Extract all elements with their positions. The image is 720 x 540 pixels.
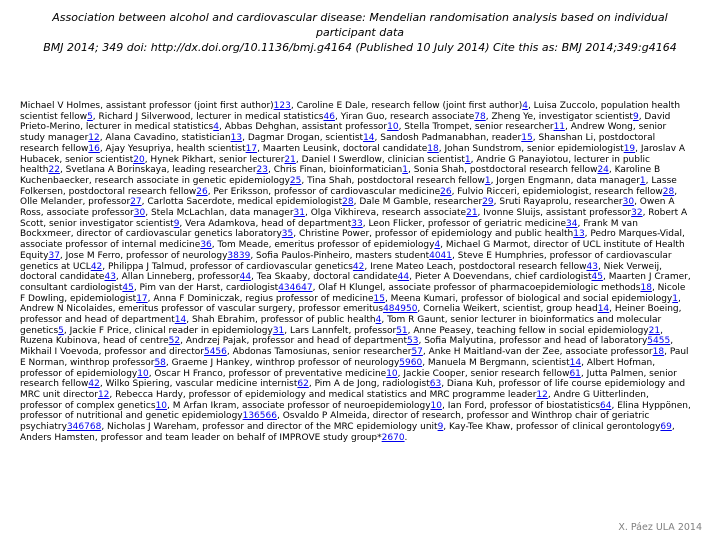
author-entry bbox=[494, 197, 634, 207]
affiliation-link[interactable]: 27 bbox=[130, 197, 142, 208]
author-entry bbox=[364, 262, 598, 272]
affiliation-link[interactable]: 5455 bbox=[647, 336, 671, 347]
affiliation-link[interactable]: 5960 bbox=[399, 357, 423, 368]
author-text: , Nicole F Dowling, epidemiologist bbox=[20, 282, 686, 304]
author-entry bbox=[293, 229, 584, 239]
author-entry bbox=[149, 369, 398, 379]
affiliation-link[interactable]: 10 bbox=[386, 368, 398, 379]
author-text: , Leon Flicker, professor of geriatric medicine bbox=[362, 218, 567, 229]
affiliation-link[interactable]: 10 bbox=[155, 400, 168, 411]
affiliation-link[interactable]: 434647 bbox=[278, 282, 313, 293]
affiliation-link[interactable]: 16 bbox=[88, 143, 100, 154]
author-text: , Rebecca Hardy, professor of epidemiology and medical statistics and MRC programme leader bbox=[109, 389, 537, 400]
affiliation-link[interactable]: 25 bbox=[289, 175, 302, 186]
author-entry bbox=[179, 219, 362, 229]
author-text: , Stella Trompet, senior researcher bbox=[398, 122, 554, 133]
author-text: , Andrew N Nicolaides, emeritus professor of vascular surgery, professor emeritus bbox=[20, 293, 681, 315]
author-text: , Andrew Wong, senior study manager bbox=[20, 122, 667, 144]
author-text: , Olga Vikhireva, research associate bbox=[304, 208, 467, 219]
author-entry bbox=[408, 165, 609, 175]
author-entry bbox=[313, 283, 652, 293]
author-entry bbox=[60, 251, 250, 261]
author-text: , M Arfan Ikram, associate professor of neuroepidemiology bbox=[167, 400, 431, 411]
author-text: , Ajay Yesupriya, health scientist bbox=[99, 143, 246, 154]
author-text: , Olaf H Klungel, associate professor of pharmacoepidemiologic methods bbox=[312, 282, 641, 293]
article-citation: BMJ 2014; 349 doi: http://dx.doi.org/10.1136/bmj.g4164 (Published 10 July 2014) Cite this as: BMJ 2014;349:g4164 bbox=[43, 41, 677, 54]
author-text: , Johan Sundstrom, senior epidemiologist bbox=[438, 143, 624, 154]
author-text: , Shanshan Li, postdoctoral research fellow bbox=[20, 133, 656, 154]
author-text: , Anders Hamsten, professor and team leader on behalf of IMPROVE study group* bbox=[20, 422, 675, 443]
affiliation-link[interactable]: 34 bbox=[566, 218, 578, 229]
author-text: , Fulvio Ricceri, epidemiologist, research fellow bbox=[451, 186, 663, 197]
author-entry bbox=[409, 272, 603, 282]
author-text: , Hynek Pikhart, senior lecturer bbox=[144, 154, 285, 165]
author-entry bbox=[20, 101, 291, 111]
author-text: , Pim A de Jong, radiologist bbox=[308, 379, 430, 390]
affiliation-link[interactable]: 9 bbox=[173, 218, 180, 229]
author-text: , Manuela M Bergmann, scientist bbox=[422, 357, 570, 368]
author-text: , Tom Meade, emeritus professor of epidemiology bbox=[211, 240, 435, 251]
affiliation-link[interactable]: 21 bbox=[466, 208, 478, 219]
author-entry bbox=[335, 112, 486, 122]
affiliation-link[interactable]: 14 bbox=[174, 315, 187, 326]
author-text: , Christine Power, professor of epidemiology and public health bbox=[293, 229, 574, 240]
author-entry bbox=[60, 165, 268, 175]
author-text: , Zheng Ye, investigator scientist bbox=[485, 111, 633, 122]
affiliation-link[interactable]: 4 bbox=[522, 101, 528, 111]
author-text: , Pieter A Doevendans, chief cardiologist bbox=[409, 272, 592, 283]
author-entry bbox=[486, 112, 639, 122]
affiliation-link[interactable]: 12 bbox=[88, 133, 100, 144]
author-text: , Steve E Humphries, professor of cardiovascular genetics at UCL bbox=[20, 250, 672, 272]
author-entry bbox=[405, 433, 408, 443]
affiliation-link[interactable]: 4 bbox=[434, 240, 441, 251]
affiliation-link[interactable]: 9 bbox=[437, 422, 444, 433]
affiliation-link[interactable]: 45 bbox=[591, 272, 603, 283]
author-text: , Abdonas Tamosiunas, senior researcher bbox=[226, 347, 412, 358]
author-text: , Owen A Ross, associate professor bbox=[20, 197, 675, 219]
affiliation-link[interactable]: 32 bbox=[631, 208, 643, 219]
author-text: , Paul E Norman, winthrop professor bbox=[20, 347, 689, 368]
affiliation-link[interactable]: 20 bbox=[133, 154, 145, 165]
author-entry bbox=[180, 336, 418, 346]
affiliation-link[interactable]: 4 bbox=[375, 315, 382, 326]
affiliation-link[interactable]: 4041 bbox=[429, 250, 453, 261]
author-text: , Yiran Guo, research associate bbox=[334, 111, 475, 122]
author-text: , Stela McLachlan, data manager bbox=[145, 208, 294, 219]
author-text: , Mikhail I Voevoda, professor and director bbox=[20, 336, 674, 358]
author-entry bbox=[100, 379, 309, 389]
author-text: , Ian Ford, professor of biostatistics bbox=[441, 400, 601, 411]
affiliation-link[interactable]: 21 bbox=[284, 154, 296, 165]
author-text: , Vera Adamkova, head of department bbox=[179, 218, 352, 229]
author-text: , Maarten Leusink, doctoral candidate bbox=[257, 143, 428, 154]
article-header bbox=[30, 10, 690, 55]
affiliation-link[interactable]: 10 bbox=[137, 368, 149, 379]
affiliation-link[interactable]: 33 bbox=[351, 218, 363, 229]
affiliation-link[interactable]: 3839 bbox=[227, 250, 251, 261]
author-text: , Jackie F Price, clinical reader in epidemiology bbox=[63, 325, 273, 336]
affiliation-link[interactable]: 36 bbox=[200, 240, 212, 251]
author-text: , Andre G Uitterlinden, professor of complex genetics bbox=[20, 389, 649, 411]
author-entry bbox=[375, 133, 533, 143]
author-entry bbox=[64, 326, 284, 336]
affiliation-link[interactable]: 26 bbox=[440, 186, 452, 197]
author-entry bbox=[166, 358, 422, 368]
author-entry bbox=[148, 294, 385, 304]
author-text: , Sonia Shah, postdoctoral research fellow bbox=[407, 165, 598, 176]
affiliation-link[interactable]: 484950 bbox=[383, 304, 418, 315]
author-text: , Per Eriksson, professor of cardiovascular medicine bbox=[207, 186, 441, 197]
affiliation-link[interactable]: 62 bbox=[297, 379, 309, 390]
author-text: , Anke H Maitland-van der Zee, associate professor bbox=[422, 347, 653, 358]
author-entry bbox=[422, 358, 581, 368]
author-entry bbox=[212, 240, 440, 250]
author-text: , Chris Finan, bioinformatician bbox=[267, 165, 403, 176]
author-text: , Shah Ebrahim, professor of public health bbox=[186, 315, 376, 326]
affiliation-link[interactable]: 51 bbox=[396, 325, 408, 336]
affiliation-link[interactable]: 18 bbox=[640, 282, 652, 293]
author-entry bbox=[284, 326, 407, 336]
author-text: , Allan Linneberg, professor bbox=[115, 272, 240, 283]
affiliation-link[interactable]: 13 bbox=[573, 229, 585, 240]
author-entry bbox=[478, 208, 643, 218]
author-text: , Sofia Malyutina, professor and head of laboratory bbox=[418, 336, 648, 347]
affiliation-link[interactable]: 5456 bbox=[203, 347, 227, 358]
author-entry bbox=[250, 251, 452, 261]
affiliation-link[interactable]: 5 bbox=[58, 325, 64, 336]
author-entry bbox=[145, 208, 305, 218]
footer-credit: X. Páez ULA 2014 bbox=[618, 522, 702, 533]
author-entry bbox=[291, 101, 528, 111]
affiliation-link[interactable]: 5 bbox=[87, 111, 93, 122]
affiliation-link[interactable]: 12 bbox=[97, 389, 110, 400]
author-entry bbox=[227, 347, 423, 357]
affiliation-link[interactable]: 31 bbox=[272, 325, 285, 336]
author-text: Michael V Holmes, assistant professor (joint first author) bbox=[20, 101, 274, 111]
author-entry bbox=[418, 336, 670, 346]
affiliation-link[interactable]: 19 bbox=[623, 143, 636, 154]
affiliation-link[interactable]: 28 bbox=[662, 186, 675, 197]
author-text: , Oscar H Franco, professor of preventative medicine bbox=[148, 368, 387, 379]
author-entry bbox=[208, 187, 452, 197]
affiliation-link[interactable]: 43 bbox=[586, 261, 598, 272]
author-entry bbox=[101, 422, 443, 432]
affiliation-link[interactable]: 22 bbox=[48, 165, 60, 176]
author-text: , Alana Cavadino, statistician bbox=[99, 133, 231, 144]
author-entry bbox=[134, 283, 313, 293]
affiliation-link[interactable]: 29 bbox=[482, 197, 494, 208]
author-text: , Karoline B Kuchenbaecker, research associate in genetic epidemiology bbox=[20, 165, 661, 186]
affiliation-link[interactable]: 42 bbox=[88, 379, 100, 390]
affiliation-link[interactable]: 63 bbox=[429, 379, 442, 390]
affiliation-link[interactable]: 26 bbox=[196, 186, 208, 197]
author-text: , Diana Kuh, professor of life course epidemiology and MRC unit director bbox=[20, 379, 686, 400]
affiliation-link[interactable]: 37 bbox=[48, 250, 60, 261]
author-entry bbox=[442, 401, 612, 411]
author-entry bbox=[186, 315, 381, 325]
author-entry bbox=[363, 219, 578, 229]
author-entry bbox=[219, 122, 399, 132]
author-entry bbox=[296, 155, 471, 165]
author-text: , Richard J Silverwood, lecturer in medical statistics bbox=[92, 111, 324, 122]
author-text: , Anne Peasey, teaching fellow in social epidemiology bbox=[407, 325, 649, 336]
author-entry bbox=[491, 176, 646, 186]
author-entry bbox=[100, 133, 242, 143]
author-text: , Caroline E Dale, research fellow (joint first author) bbox=[290, 101, 523, 111]
affiliation-link[interactable]: 17 bbox=[136, 293, 148, 304]
author-text: , Meena Kumari, professor of biological and social epidemiology bbox=[384, 293, 673, 304]
affiliation-link[interactable]: 42 bbox=[90, 261, 103, 272]
affiliation-link[interactable]: 44 bbox=[397, 272, 410, 283]
affiliation-link[interactable]: 17 bbox=[245, 143, 258, 154]
author-text: , Robert A Scott, senior investigator scientist bbox=[20, 208, 688, 229]
affiliation-link[interactable]: 42 bbox=[352, 261, 365, 272]
author-entry bbox=[398, 369, 581, 379]
author-entry bbox=[385, 294, 678, 304]
affiliation-link[interactable]: 24 bbox=[597, 165, 609, 176]
author-entry bbox=[167, 401, 442, 411]
author-entry bbox=[242, 133, 374, 143]
affiliation-link[interactable]: 45 bbox=[122, 282, 134, 293]
author-text: , Andrie G Panayiotou, lecturer in public health bbox=[20, 154, 650, 176]
author-text: , Sandosh Padmanabhan, reader bbox=[374, 133, 522, 144]
article-title: Association between alcohol and cardiovascular disease: Mendelian randomisation analysis based on individual participant data bbox=[52, 11, 668, 39]
author-text: , Jaroslav A Hubacek, senior scientist bbox=[20, 143, 686, 165]
affiliation-link[interactable]: 1 bbox=[464, 154, 471, 165]
author-entry bbox=[399, 122, 565, 132]
author-text: , Daniel I Swerdlow, clinician scientist bbox=[295, 154, 465, 165]
author-text: , Ruzena Kubinova, head of centre bbox=[20, 325, 663, 347]
author-text: , Wilko Spiering, vascular medicine internist bbox=[99, 379, 298, 390]
affiliation-link[interactable]: 123 bbox=[273, 101, 291, 111]
author-text: , Ivonne Sluijs, assistant professor bbox=[477, 208, 632, 219]
author-text: , Niek Verweij, doctoral candidate bbox=[20, 261, 662, 283]
author-text: , Tea Skaaby, doctoral candidate bbox=[251, 272, 398, 283]
affiliation-link[interactable]: 1 bbox=[484, 175, 491, 186]
author-text: , Maarten J Cramer, consultant cardiologist bbox=[20, 272, 691, 293]
author-entry bbox=[100, 144, 257, 154]
author-text: , Sruti Rayaprolu, researcher bbox=[493, 197, 623, 208]
affiliation-link[interactable]: 1 bbox=[672, 293, 678, 304]
affiliation-link[interactable]: 12 bbox=[536, 389, 548, 400]
author-text: , Olle Melander, professor bbox=[20, 186, 678, 208]
affiliation-link[interactable]: 30 bbox=[133, 208, 146, 219]
author-entry bbox=[301, 176, 490, 186]
affiliation-link[interactable]: 30 bbox=[622, 197, 635, 208]
affiliation-link[interactable]: 46 bbox=[323, 111, 335, 122]
affiliation-link[interactable]: 11 bbox=[553, 122, 566, 133]
author-text: , Lars Lannfelt, professor bbox=[284, 325, 397, 336]
author-text: . bbox=[404, 432, 408, 443]
author-text: , Dale M Gamble, researcher bbox=[353, 197, 483, 208]
affiliation-link[interactable]: 78 bbox=[474, 111, 486, 122]
author-text: , Kay-Tee Khaw, professor of clinical gerontology bbox=[443, 422, 661, 433]
affiliation-link[interactable]: 13 bbox=[230, 133, 243, 144]
affiliation-link[interactable]: 58 bbox=[154, 357, 166, 368]
author-entry bbox=[309, 379, 441, 389]
author-text: , Pim van der Harst, cardiologist bbox=[133, 282, 279, 293]
affiliation-link[interactable]: 35 bbox=[281, 229, 294, 240]
author-text: , Irene Mateo Leach, postdoctoral research fellow bbox=[364, 261, 587, 272]
author-text: , Pedro Marques-Vidal, associate professor of internal medicine bbox=[20, 229, 685, 251]
affiliation-link[interactable]: 10 bbox=[387, 122, 399, 133]
affiliation-link[interactable]: 64 bbox=[600, 400, 612, 411]
affiliation-link[interactable]: 21 bbox=[648, 325, 661, 336]
author-text: , Frank M van Bockxmeer, director of cardiovascular genetics laboratory bbox=[20, 218, 638, 240]
author-entry bbox=[452, 187, 675, 197]
affiliation-link[interactable]: 15 bbox=[373, 293, 385, 304]
author-text: , Sofia Paulos-Pinheiro, masters student bbox=[250, 250, 430, 261]
affiliation-link[interactable]: 14 bbox=[363, 133, 375, 144]
author-text: , Tom R Gaunt, senior lecturer in bioinformatics and molecular genetics bbox=[20, 315, 662, 336]
author-entry bbox=[102, 262, 364, 272]
author-entry bbox=[439, 144, 635, 154]
author-text: , Lasse Folkersen, postdoctoral research fellow bbox=[20, 175, 677, 197]
affiliation-link[interactable]: 10 bbox=[430, 400, 442, 411]
author-text: , Svetlana A Borinskaya, leading researcher bbox=[59, 165, 257, 176]
author-entry bbox=[443, 422, 672, 432]
author-text: , Jutta Palmen, senior research fellow bbox=[20, 368, 677, 390]
author-text: , Cornelia Weikert, scientist, group head bbox=[417, 304, 598, 315]
affiliation-link[interactable]: 14 bbox=[597, 304, 610, 315]
author-text: , David Prieto-Merino, lecturer in medical statistics bbox=[20, 111, 671, 133]
author-text: , Luisa Zuccolo, population health scientist fellow bbox=[20, 101, 681, 122]
author-text: , Anna F Dominiczak, regius professor of medicine bbox=[147, 293, 374, 304]
affiliation-link[interactable]: 14 bbox=[569, 357, 582, 368]
affiliation-link[interactable]: 9 bbox=[632, 111, 639, 122]
author-text: , Jose M Ferro, professor of neurology bbox=[59, 250, 228, 261]
affiliation-link[interactable]: 43 bbox=[104, 272, 116, 283]
affiliation-link[interactable]: 346768 bbox=[66, 422, 102, 433]
author-text: , Jorgen Engmann, data manager bbox=[490, 175, 640, 186]
author-text: , Dagmar Drogan, scientist bbox=[242, 133, 364, 144]
affiliation-link[interactable]: 57 bbox=[411, 347, 423, 358]
affiliation-link[interactable]: 69 bbox=[660, 422, 672, 433]
affiliation-link[interactable]: 18 bbox=[652, 347, 665, 358]
author-entry bbox=[417, 304, 609, 314]
author-entry bbox=[142, 197, 354, 207]
author-text: , Heiner Boeing, professor and head of department bbox=[20, 304, 682, 326]
author-entry bbox=[354, 197, 494, 207]
affiliation-link[interactable]: 61 bbox=[569, 368, 581, 379]
author-text: , Albert Hofman, professor of epidemiology bbox=[20, 357, 656, 379]
affiliation-link[interactable]: 2670 bbox=[381, 432, 405, 443]
author-entry bbox=[305, 208, 478, 218]
author-entry bbox=[257, 144, 439, 154]
author-entry bbox=[93, 112, 335, 122]
affiliation-link[interactable]: 1 bbox=[639, 175, 646, 186]
author-text: , Carlotta Sacerdote, medical epidemiologist bbox=[141, 197, 343, 208]
author-entry bbox=[268, 165, 408, 175]
affiliation-link[interactable]: 15 bbox=[521, 133, 533, 144]
author-entry bbox=[145, 155, 296, 165]
affiliation-link[interactable]: 52 bbox=[168, 336, 181, 347]
affiliation-link[interactable]: 28 bbox=[342, 197, 354, 208]
affiliation-link[interactable]: 44 bbox=[239, 272, 252, 283]
affiliation-link[interactable]: 4 bbox=[213, 122, 219, 133]
affiliation-link[interactable]: 18 bbox=[427, 143, 439, 154]
affiliation-link[interactable]: 53 bbox=[407, 336, 419, 347]
author-text: , Graeme J Hankey, winthrop professor of neurology bbox=[165, 357, 400, 368]
affiliation-link[interactable]: 23 bbox=[256, 165, 268, 176]
author-text: , Elina Hyppönen, professor of nutritional and genetic epidemiology bbox=[20, 400, 691, 422]
author-text: , Abbas Dehghan, assistant professor bbox=[218, 122, 388, 133]
author-text: , Nicholas J Wareham, professor and director of the MRC epidemiology unit bbox=[101, 422, 438, 433]
author-text: , Andrzej Pajak, professor and head of department bbox=[180, 336, 408, 347]
author-entry bbox=[109, 390, 547, 400]
affiliation-link[interactable]: 31 bbox=[293, 208, 305, 219]
author-text: , Osvaldo P Almeida, director of research, professor and Winthrop chair of geriatric psychiatry bbox=[20, 411, 650, 433]
author-entry bbox=[251, 272, 409, 282]
affiliation-link[interactable]: 136566 bbox=[242, 411, 277, 422]
author-entry bbox=[116, 272, 251, 282]
author-text: , Michael G Marmot, director of UCL institute of Health Equity bbox=[20, 240, 685, 261]
author-text: , Philippa J Talmud, professor of cardiovascular genetics bbox=[102, 261, 353, 272]
author-text: , Jackie Cooper, senior research fellow bbox=[397, 368, 570, 379]
author-list bbox=[20, 101, 692, 444]
author-entry bbox=[423, 347, 664, 357]
affiliation-link[interactable]: 1 bbox=[402, 165, 408, 176]
author-entry bbox=[408, 326, 660, 336]
author-text: , Tina Shah, postdoctoral research fellow bbox=[301, 175, 485, 186]
